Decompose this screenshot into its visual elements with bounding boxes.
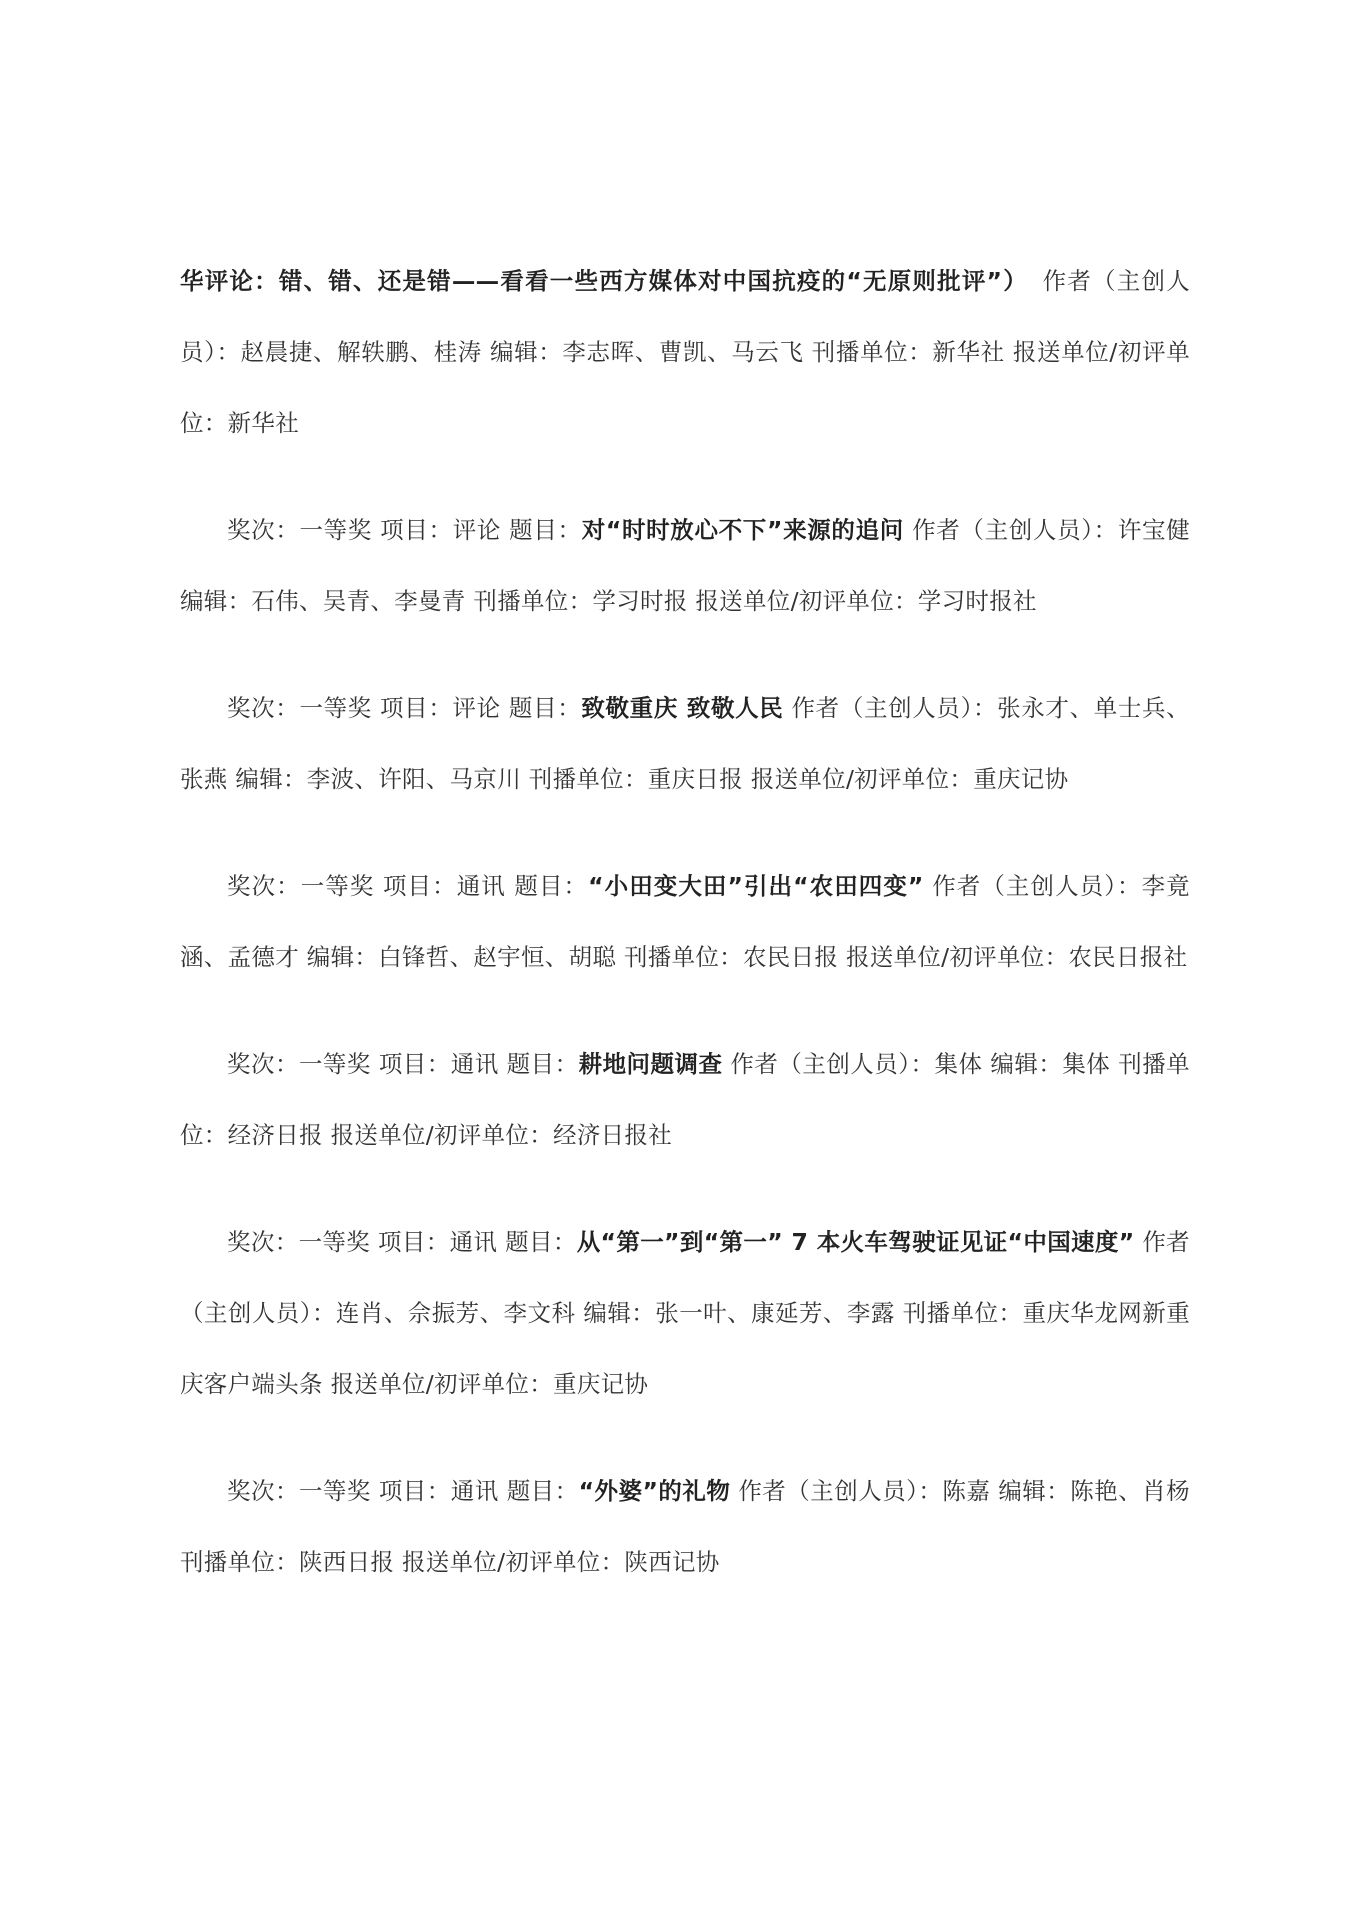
submitter-value: 经济日报社 [553,1121,673,1149]
project-label: 项目： [382,872,457,900]
project-value: 通讯 [456,872,506,900]
authors-value: 许宝健 [1117,516,1190,544]
submitter-value: 重庆记协 [973,765,1069,793]
authors-value: 赵晨捷、解轶鹏、桂涛 [240,338,482,366]
publisher-label: 刊播单位： [473,587,593,615]
award-value: 一等奖 [299,516,373,544]
submitter-label: 报送单位/初评单位： [180,338,1191,437]
authors-value: 陈嘉 [942,1477,991,1505]
title-label: 题目： [514,872,589,900]
submitter-value: 新华社 [227,409,300,437]
award-label: 奖次： [227,1477,299,1505]
submitter-label: 报送单位/初评单位： [401,1548,625,1576]
authors-label: 作者（主创人员）： [180,1228,1190,1327]
authors-label: 作者（主创人员）： [791,694,998,722]
publisher-label: 刊播单位： [180,1548,299,1576]
entry-paragraph [180,673,1190,815]
publisher-label: 刊播单位： [528,765,648,793]
submitter-value: 陕西记协 [624,1548,720,1576]
submitter-label: 报送单位/初评单位： [750,765,974,793]
entry-title: 对“时时放心不下”来源的追问 [581,516,904,544]
editors-value: 集体 [1062,1050,1111,1078]
award-value: 一等奖 [298,1050,371,1078]
submitter-label: 报送单位/初评单位： [330,1121,554,1149]
title-label: 题目： [508,694,582,722]
authors-label: 作者（主创人员）： [932,872,1142,900]
editors-label: 编辑： [990,1050,1063,1078]
document-page [180,246,1190,1634]
award-label: 奖次： [227,1050,299,1078]
entry-title: “外婆”的礼物 [578,1477,731,1505]
authors-value: 张永才、单士兵、张燕 [180,694,1190,793]
authors-value: 集体 [934,1050,983,1078]
authors-value: 连肖、佘振芳、李文科 [335,1299,576,1327]
editors-value: 李波、许阳、马京川 [306,765,521,793]
submitter-value: 农民日报社 [1068,943,1188,971]
entry-title: “小田变大田”引出“农田四变” [588,872,924,900]
editors-value: 张一叶、康延芳、李露 [655,1299,895,1327]
title-label: 题目： [509,516,582,544]
authors-label: 作者（主创人员）： [730,1050,935,1078]
entry-paragraph [180,1456,1190,1598]
project-label: 项目： [377,1228,450,1256]
title-label: 题目： [506,1477,579,1505]
project-label: 项目： [380,516,453,544]
entry-paragraph [180,495,1190,637]
project-value: 通讯 [449,1228,498,1256]
entry-paragraph [180,851,1190,993]
submitter-value: 重庆记协 [553,1370,649,1398]
award-value: 一等奖 [298,1228,371,1256]
publisher-value: 重庆华龙网新重庆客户端头条 [180,1299,1191,1398]
award-label: 奖次： [227,872,301,900]
project-value: 评论 [452,516,502,544]
entry-paragraph [180,246,1190,459]
entry-title: 从“第一”到“第一” 7 本火车驾驶证见证“中国速度” [576,1228,1135,1256]
publisher-value: 陕西日报 [299,1548,395,1576]
publisher-value: 农民日报 [742,943,839,971]
award-label: 奖次： [227,694,300,722]
submitter-label: 报送单位/初评单位： [845,943,1069,971]
editors-label: 编辑： [490,338,563,366]
authors-label: 作者（主创人员）： [180,267,1190,366]
publisher-label: 刊播单位： [180,1050,1190,1149]
title-label: 题目： [505,1228,577,1256]
editors-label: 编辑： [306,943,379,971]
authors-label: 作者（主创人员）： [912,516,1118,544]
award-value: 一等奖 [298,1477,371,1505]
publisher-value: 重庆日报 [647,765,743,793]
award-value: 一等奖 [300,872,375,900]
authors-value: 李竟涵、孟德才 [180,872,1190,971]
editors-value: 白锋哲、赵宇恒、胡聪 [378,943,617,971]
entry-title: 耕地问题调查 [578,1050,723,1078]
editors-value: 陈艳、肖杨 [1070,1477,1190,1505]
project-label: 项目： [380,694,453,722]
entry-title: 华评论：错、错、还是错——看看一些西方媒体对中国抗疫的“无原则批评”） [180,267,1028,295]
publisher-value: 经济日报 [227,1121,323,1149]
publisher-value: 新华社 [932,338,1005,366]
submitter-label: 报送单位/初评单位： [695,587,918,615]
publisher-value: 学习时报 [592,587,688,615]
publisher-label: 刊播单位： [623,943,743,971]
title-label: 题目： [506,1050,579,1078]
editors-label: 编辑： [180,587,252,615]
award-label: 奖次： [227,516,300,544]
project-value: 评论 [452,694,501,722]
authors-label: 作者（主创人员）： [738,1477,943,1505]
entry-paragraph [180,1207,1190,1420]
editors-value: 石伟、吴青、李曼青 [251,587,466,615]
editors-value: 李志晖、曹凯、马云飞 [562,338,804,366]
editors-label: 编辑： [583,1299,656,1327]
entry-paragraph [180,1029,1190,1171]
submitter-label: 报送单位/初评单位： [330,1370,554,1398]
submitter-value: 学习时报社 [917,587,1037,615]
project-label: 项目： [378,1050,451,1078]
award-label: 奖次： [227,1228,299,1256]
editors-label: 编辑： [998,1477,1071,1505]
publisher-label: 刊播单位： [811,338,933,366]
project-value: 通讯 [450,1477,499,1505]
award-value: 一等奖 [299,694,372,722]
publisher-label: 刊播单位： [902,1299,1023,1327]
project-value: 通讯 [450,1050,499,1078]
entry-title: 致敬重庆 致敬人民 [581,694,784,722]
editors-label: 编辑： [235,765,307,793]
project-label: 项目： [378,1477,451,1505]
